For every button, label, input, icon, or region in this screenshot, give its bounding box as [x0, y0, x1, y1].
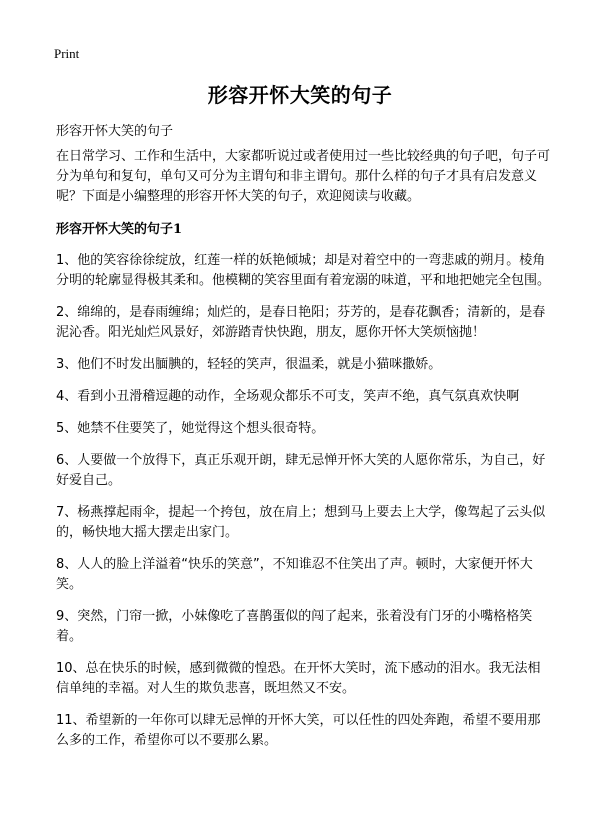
list-item: 6、人要做一个放得下，真正乐观开朗，肆无忌惮开怀大笑的人愿你常乐，为自己，好好爱自己。	[56, 453, 546, 488]
section-heading: 形容开怀大笑的句子1	[56, 222, 183, 237]
list-item: 7、杨燕撑起雨伞，提起一个挎包，放在肩上；想到马上要去上大学，像驾起了云头似的，畅快地大摇大摆走出家门。	[56, 505, 546, 540]
print-link[interactable]: Print	[54, 46, 80, 61]
list-item: 5、她禁不住要笑了，她觉得这个想头很奇特。	[56, 421, 325, 436]
list-item: 2、绵绵的，是春雨缠绵；灿烂的，是春日艳阳；芬芳的，是春花飘香；清新的，是春泥沁香。阳光灿烂风景好，郊游踏青快快跑，朋友，愿你开怀大笑烦恼抛！	[56, 305, 546, 340]
list-item: 10、总在快乐的时候，感到微微的惶恐。在开怀大笑时，流下感动的泪水。我无法相信单纯的幸福。对人生的欺负悲喜，既坦然又不安。	[56, 661, 541, 696]
list-item: 11、希望新的一年你可以肆无忌惮的开怀大笑，可以任性的四处奔跑，希望不要用那么多的工作，希望你可以不要那么累。	[56, 713, 541, 748]
list-item: 9、突然，门帘一掀，小妹像吃了喜鹊蛋似的闯了起来，张着没有门牙的小嘴格格笑着。	[56, 609, 533, 644]
document-body	[56, 147, 552, 763]
list-item: 3、他们不时发出腼腆的，轻轻的笑声，很温柔，就是小猫咪撒娇。	[56, 357, 442, 372]
page-title: 形容开怀大笑的句子	[207, 83, 393, 107]
intro-paragraph: 在日常学习、工作和生活中，大家都听说过或者使用过一些比较经典的句子吧，句子可分为单句和复句，单句又可分为主谓句和非主谓句。那什么样的句子才具有启发意义呢？下面是小编整理的形容开怀大笑的句子，欢迎阅读与收藏。	[56, 149, 551, 204]
list-item: 4、看到小丑滑稽逗趣的动作，全场观众都乐不可支，笑声不绝，真气氛真欢快啊	[56, 389, 520, 404]
list-item: 1、他的笑容徐徐绽放，红莲一样的妖艳倾城；却是对着空中的一弯悲戚的朔月。棱角分明的轮廓显得极其柔和。他模糊的笑容里面有着宠溺的味道，平和地把她完全包围。	[56, 253, 551, 288]
list-item: 8、人人的脸上洋溢着“快乐的笑意”，不知谁忍不住笑出了声。顿时，大家便开怀大笑。	[56, 557, 533, 592]
document-subtitle: 形容开怀大笑的句子	[56, 124, 174, 139]
